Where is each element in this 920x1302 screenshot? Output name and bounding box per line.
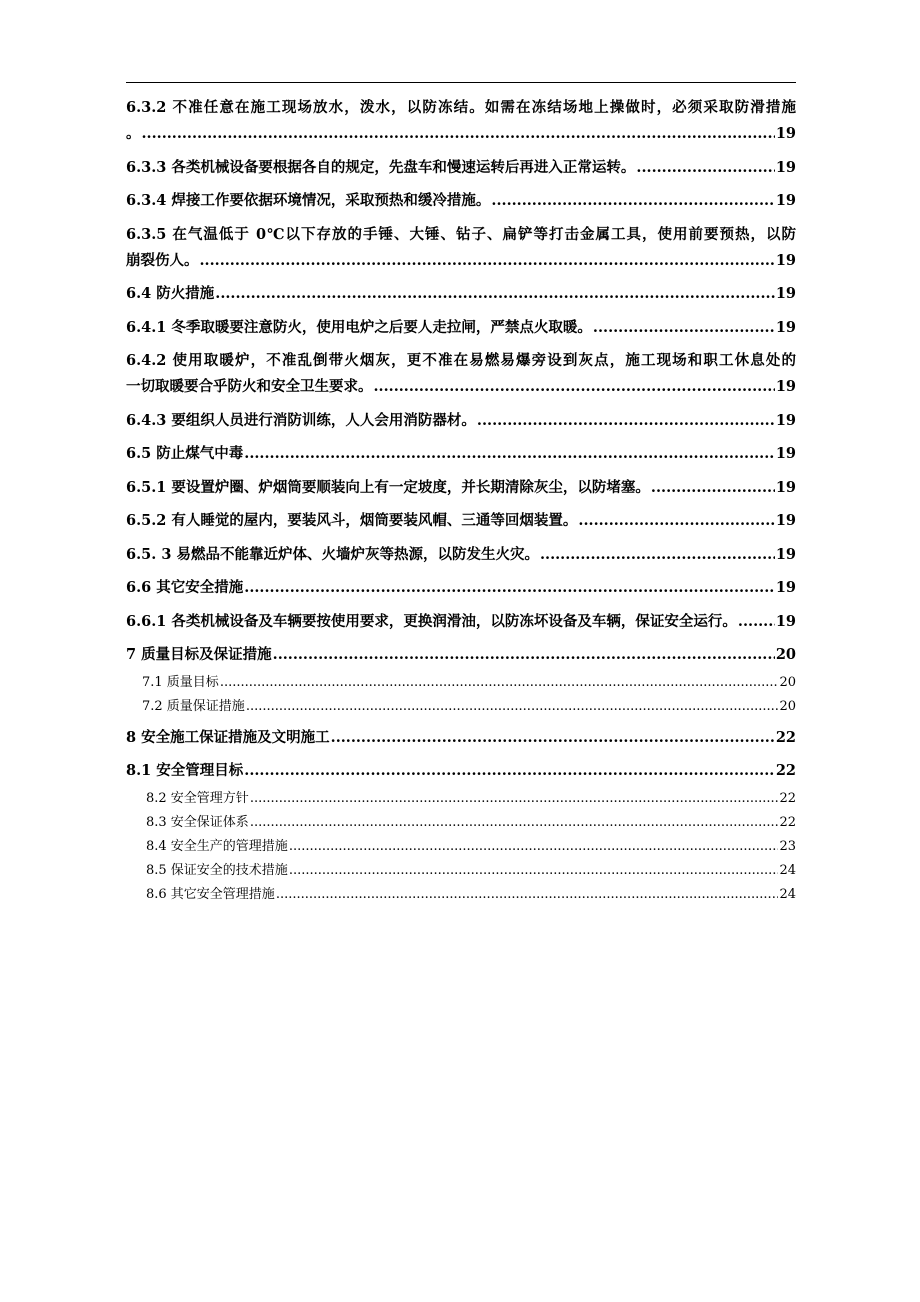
toc-entry-title: 8.6 其它安全管理措施 — [146, 886, 275, 902]
header-rule — [126, 82, 796, 83]
dot-leader — [578, 508, 774, 534]
toc-entry-title: 7 质量目标及保证措施 — [126, 646, 272, 663]
dot-leader — [246, 696, 779, 718]
toc-entry-8-5[interactable] — [126, 860, 796, 882]
toc-page-number: 19 — [775, 318, 796, 336]
toc-page-number: 19 — [775, 285, 796, 302]
dot-leader — [250, 812, 779, 834]
dot-leader — [276, 884, 779, 906]
toc-entry-title: 8.5 保证安全的技术措施 — [146, 862, 288, 878]
toc-entry-title: 一切取暖要合乎防火和安全卫生要求。 — [126, 378, 373, 395]
toc-entry-title: 崩裂伤人。 — [126, 251, 199, 269]
toc-page-number: 20 — [775, 646, 796, 663]
toc-entry-6-4[interactable] — [126, 281, 796, 307]
toc-entry-8[interactable] — [126, 725, 796, 751]
dot-leader — [250, 788, 779, 810]
toc-page-number: 22 — [779, 790, 796, 806]
toc-entry-title: 7.1 质量目标 — [142, 674, 219, 690]
toc-entry-title: 6.5 防止煤气中毒 — [126, 445, 244, 462]
toc-entry-title: 6.4 防火措施 — [126, 285, 215, 302]
toc-entry-title: 6.5.1 要设置炉圈、炉烟筒要顺装向上有一定坡度，并长期清除灰尘，以防堵塞。 — [126, 478, 650, 496]
toc-entry-6-3-3[interactable] — [126, 155, 796, 181]
toc-entry-title: 8 安全施工保证措施及文明施工 — [126, 728, 330, 746]
toc-entry-8-4[interactable] — [126, 836, 796, 858]
dot-leader — [244, 441, 775, 467]
toc-page-number: 19 — [775, 192, 796, 209]
toc-page-number: 19 — [775, 158, 796, 176]
toc-page-number: 19 — [775, 125, 796, 142]
toc-entry-title: 8.1 安全管理目标 — [126, 762, 244, 779]
dot-leader — [200, 248, 775, 274]
toc-entry-title: 8.4 安全生产的管理措施 — [146, 838, 288, 854]
dot-leader — [636, 155, 774, 181]
toc-entry-title: 8.2 安全管理方针 — [146, 790, 249, 806]
toc-entry-8-6[interactable] — [126, 884, 796, 906]
toc-entry-title: 6.4.1 冬季取暖要注意防火，使用电炉之后要人走拉闸，严禁点火取暖。 — [126, 318, 592, 336]
dot-leader — [477, 408, 775, 434]
toc-page-number: 19 — [775, 512, 796, 529]
toc-page-number: 22 — [779, 814, 796, 830]
toc-entry-8-3[interactable] — [126, 812, 796, 834]
toc-page-number: 19 — [775, 612, 796, 630]
toc-page-number: 20 — [779, 674, 796, 690]
toc-page-number: 24 — [779, 862, 796, 878]
dot-leader — [374, 374, 775, 400]
toc-page-number: 19 — [775, 411, 796, 429]
toc-entry-text: 6.4.2 使用取暖炉，不准乱倒带火烟灰，更不准在易燃易爆旁设到灰点，施工现场和职工休息处的 — [126, 352, 796, 369]
dot-leader — [738, 609, 775, 635]
toc-page-number: 22 — [775, 728, 796, 746]
toc-page-number: 20 — [779, 698, 796, 714]
toc-entry-6-3-5[interactable] — [126, 222, 796, 274]
toc-entry-title: 6.3.4 焊接工作要依据环境情况，采取预热和缓冷措施。 — [126, 192, 491, 209]
toc-page-number: 19 — [775, 579, 796, 596]
dot-leader — [220, 672, 779, 694]
toc-entry-text: 6.3.2 不准任意在施工现场放水，泼水，以防冻结。如需在冻结场地上操做时，必须采取防滑措施 — [126, 99, 796, 116]
toc-entry-7[interactable] — [126, 642, 796, 668]
toc-entry-title: 6.3.3 各类机械设备要根据各自的规定，先盘车和慢速运转后再进入正常运转。 — [126, 158, 636, 176]
dot-leader — [289, 860, 779, 882]
toc-page-number: 19 — [775, 545, 796, 563]
toc-entry-6-4-3[interactable] — [126, 408, 796, 434]
toc-entry-8-2[interactable] — [126, 788, 796, 810]
dot-leader — [289, 836, 779, 858]
toc-entry-6-4-1[interactable] — [126, 315, 796, 341]
toc-entry-title: 8.3 安全保证体系 — [146, 814, 249, 830]
toc-entry-6-5-1[interactable] — [126, 475, 796, 501]
toc-page-number: 19 — [775, 378, 796, 395]
toc-entry-6-3-2[interactable] — [126, 95, 796, 147]
toc-entry-title: 。 — [126, 125, 141, 142]
dot-leader — [593, 315, 775, 341]
toc-page-number: 24 — [779, 886, 796, 902]
toc-entry-6-3-4[interactable] — [126, 188, 796, 214]
toc-entry-title: 6.4.3 要组织人员进行消防训练，人人会用消防器材。 — [126, 411, 476, 429]
dot-leader — [540, 542, 775, 568]
toc-page-number: 19 — [775, 478, 796, 496]
toc-page-number: 22 — [775, 762, 796, 779]
toc-entry-title: 7.2 质量保证措施 — [142, 698, 245, 714]
toc-entry-6-4-2[interactable] — [126, 348, 796, 400]
toc-entry-title: 6.6 其它安全措施 — [126, 579, 244, 596]
toc-entry-6-6-1[interactable] — [126, 609, 796, 635]
toc-entry-6-5[interactable] — [126, 441, 796, 467]
dot-leader — [244, 575, 775, 601]
toc-entry-6-5-2[interactable] — [126, 508, 796, 534]
dot-leader — [491, 188, 774, 214]
toc-entry-title: 6.6.1 各类机械设备及车辆要按使用要求，更换润滑油，以防冻坏设备及车辆，保证安全运行。 — [126, 612, 737, 630]
dot-leader — [273, 642, 775, 668]
dot-leader — [244, 758, 775, 784]
toc-entry-6-6[interactable] — [126, 575, 796, 601]
toc-page-number: 19 — [775, 251, 796, 269]
toc-page-number: 23 — [779, 838, 796, 854]
toc-entry-title: 6.5. 3 易燃品不能靠近炉体、火墙炉灰等热源，以防发生火灾。 — [126, 545, 539, 563]
dot-leader — [142, 121, 775, 147]
toc-entry-6-5-3[interactable] — [126, 542, 796, 568]
toc-entry-7-1[interactable] — [126, 672, 796, 694]
toc-entry-text: 6.3.5 在气温低于 0℃以下存放的手锤、大锤、钻子、扁铲等打击金属工具，使用前要预热，以防 — [126, 225, 796, 243]
toc-entry-title: 6.5.2 有人睡觉的屋内，要装风斗，烟筒要装风帽、三通等回烟装置。 — [126, 512, 578, 529]
dot-leader — [331, 725, 775, 751]
toc-entry-8-1[interactable] — [126, 758, 796, 784]
table-of-contents — [126, 95, 796, 908]
dot-leader — [215, 281, 775, 307]
toc-entry-7-2[interactable] — [126, 696, 796, 718]
dot-leader — [651, 475, 775, 501]
toc-page-number: 19 — [775, 445, 796, 462]
